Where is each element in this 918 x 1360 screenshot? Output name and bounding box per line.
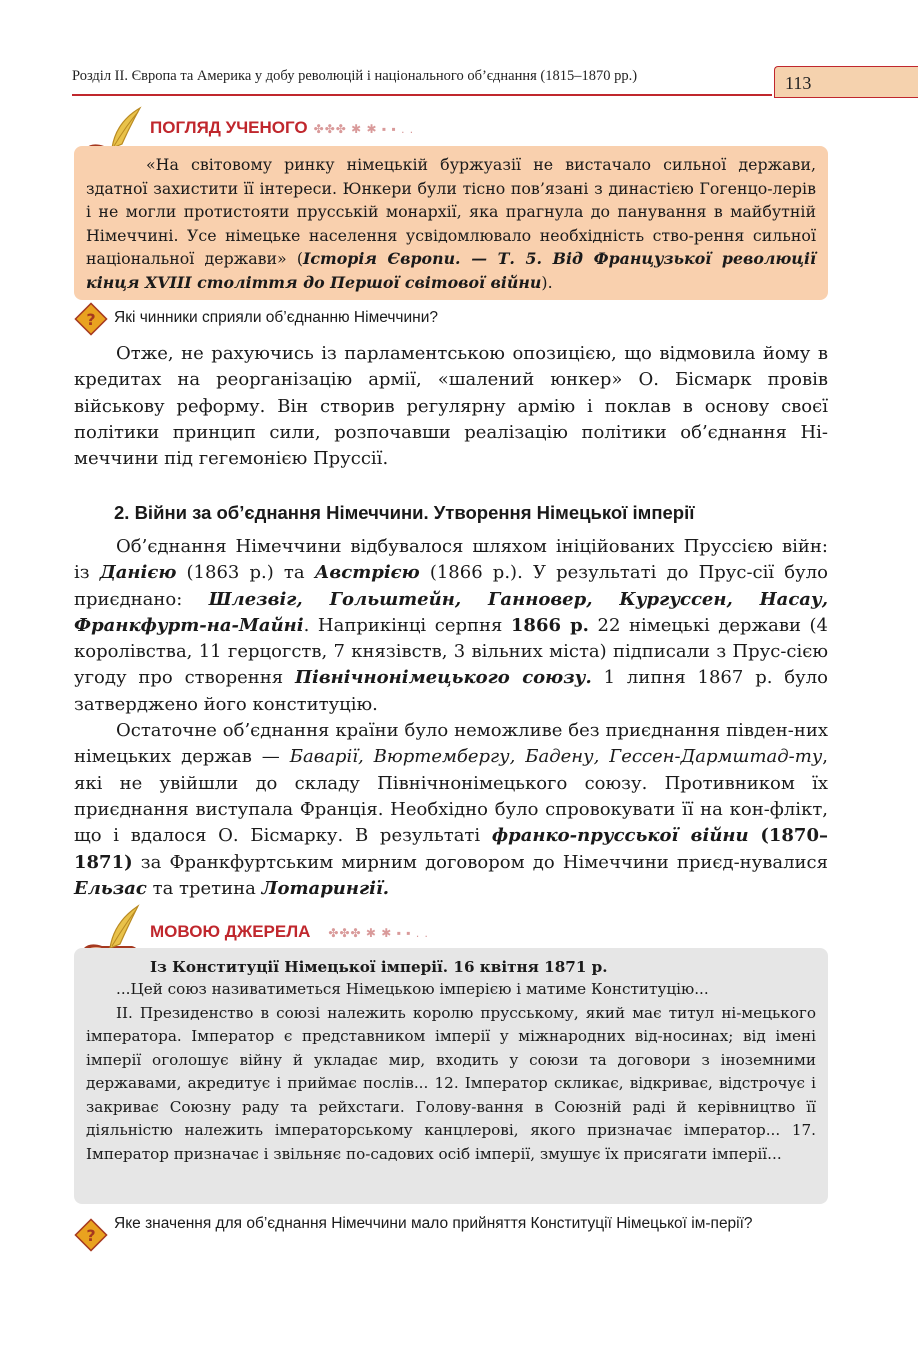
paragraph-3	[74, 718, 828, 902]
paragraph-2-block	[74, 534, 828, 902]
p2-text-3: (1866 р.). У результаті до Прус-сії було приєднано:	[74, 562, 828, 610]
p3-emph-alsace: Ельзас	[74, 877, 147, 899]
p3-text-3	[749, 825, 761, 846]
source-text: II. Президенство в союзі належить королю прусському, який має титул ні-мецького імператора. Імператор є представником імперії у міжнародних від-носинах; від імені імперії оголошує війну й укладає мир, входить у союзи та договори з іноземними державами, акредитує і приймає послів... 12. Імператор скликає, відкриває, відстрочує і закриває Союзну раду та рейхстаги. Голову-вання в Союзній раді й керівництво її діяльністю належить імператорському канцлерові, якого призначає імператор... 17. Імператор призначає і звільняє по-садових осіб імперії, змушує їх присягати імперії...	[86, 1003, 816, 1163]
p3-text-1: Остаточне об’єднання країни було неможливе без приєднання півден-них німецьких держав —	[74, 720, 828, 768]
svg-text:?: ?	[86, 310, 96, 329]
source-title: Із Конституції Німецької імперії. 16 квітня 1871 р.	[150, 958, 608, 976]
scholar-box-heading	[150, 118, 414, 144]
question-diamond-icon	[74, 1218, 108, 1252]
p2-emph-austria: Австрією	[314, 562, 420, 584]
scholar-quote-text: «На світовому ринку німецькій буржуазії не вистачало сильної держави, здатної захистити її інтереси. Юнкери були тісно пов’язані з династією Гогенцо-лерів і не могли протистояти прусській монархії, яка прагнула до панування в майбутній Німеччині. Усе німецьке населення усвідомлювало необхідність ство-рення сильної національної держави» (	[86, 155, 816, 268]
p3-emph-lorraine: Лотарингії.	[261, 877, 390, 899]
page-number: 113	[785, 73, 812, 93]
scholar-box	[74, 146, 828, 300]
scholar-heading-text: ПОГЛЯД УЧЕНОГО	[150, 118, 308, 137]
p2-text-1: Об’єднання Німеччини відбувалося шляхом ініційованих Пруссією війн: із	[74, 536, 828, 584]
source-line-1: ...Цей союз називатиметься Німецькою імперією і матиме Конституцію...	[116, 980, 709, 998]
source-box-heading	[150, 922, 429, 948]
p2-text-2: (1863 р.) та	[176, 562, 315, 584]
p2-emph-year: 1866 р.	[510, 614, 589, 636]
p2-text-4: . Наприкінці серпня	[303, 614, 511, 636]
p3-text-4: за Франкфуртським мирним договором до Німеччини приєд-нувалися	[132, 851, 828, 873]
scholar-quote-tail: ).	[541, 272, 553, 292]
running-title: Розділ II. Європа та Америка у добу революцій і національного об’єднання (1815–1870 рр.)	[72, 68, 638, 84]
paragraph-1-block	[74, 341, 828, 472]
p3-emph-war: франко-прусської війни	[491, 825, 749, 847]
page-number-tab	[774, 66, 918, 98]
scholar-quote	[86, 153, 816, 294]
p2-emph-union: Північнонімецького союзу.	[295, 667, 592, 689]
page-header	[72, 64, 772, 96]
p2-emph-territories: Шлезвіг, Гольштейн, Ганновер, Кургуссен, Насау, Франкфурт-на-Майні	[74, 588, 829, 636]
source-box	[74, 948, 828, 1204]
ornament-icon: ✤✤✤ ✱ ✱ ▪ ▪ . .	[328, 925, 429, 940]
p3-emph-years: (1870–1871)	[74, 825, 828, 873]
p2-emph-denmark: Данією	[99, 562, 177, 584]
ornament-icon: ✤✤✤ ✱ ✱ ▪ ▪ . .	[313, 121, 415, 136]
p2-text-5: 22 німецькі держави (4 королівства, 11 герцогств, 7 князівств, 3 вільних міста) підписали з Прус-сією угоду про створення	[74, 614, 828, 689]
question-1: Які чинники сприяли об’єднанню Німеччини?	[114, 309, 438, 326]
paragraph-2	[74, 534, 828, 718]
p3-text-2: , які не увійшли до складу Північнонімецького союзу. Противником їх приєднання виступала Франція. Необхідно було спровокувати її на кон-флікт, що і вдалося О. Бісмарку. В результаті	[74, 746, 829, 847]
p2-text-6: 1 липня 1867 р. було затверджено його конституцію.	[74, 667, 828, 715]
svg-text:?: ?	[86, 1226, 96, 1245]
scholar-citation: Історія Європи. — Т. 5. Від Французької революції кінця XVIII століття до Першої світової війни	[86, 249, 816, 292]
section-title: 2. Війни за об’єднання Німеччини. Утворення Німецької імперії	[114, 502, 695, 523]
p3-text-5: та третина	[146, 877, 262, 899]
paragraph-1: Отже, не рахуючись із парламентською опозицією, що відмовила йому в кредитах на реорганізацію армії, «шалений юнкер» О. Бісмарк провів військову реформу. Він створив регулярну армію і поклав в основу своєї політики принцип сили, розпочавши реалізацію політики об’єднання Ні-меччини під гегемонією Пруссії.	[74, 343, 828, 470]
p3-emph-states: Баварії, Вюртембергу, Бадену, Гессен-Дармштад-ту	[289, 746, 823, 768]
question-2: Яке значення для об’єднання Німеччини мало прийняття Конституції Німецької ім-перії?	[114, 1215, 753, 1232]
source-heading-text: МОВОЮ ДЖЕРЕЛА	[150, 922, 311, 941]
question-diamond-icon	[74, 302, 108, 336]
